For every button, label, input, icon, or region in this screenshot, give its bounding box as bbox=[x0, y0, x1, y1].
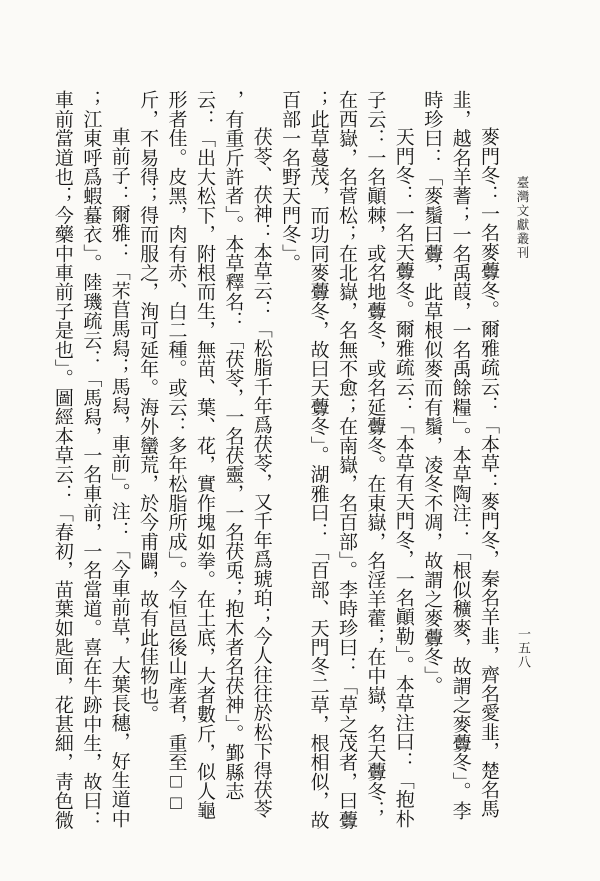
text-column: ；江東呼爲蝦蟇衣」。陸璣疏云：「馬舄，一名車前，一名當道。喜在牛跡中生，故曰： bbox=[80, 90, 102, 830]
text-column: 百部一名野天門冬」。 bbox=[279, 90, 301, 273]
text-column: 子云：一名顚棘，或名地虋冬，或名延虋冬。在東嶽，名淫羊藿；在中嶽，名天虋冬； bbox=[364, 90, 386, 820]
text-column: 云：「出大松下，附根而生，無苗、葉、花，實作塊如拳。在土底，大者數斤，似人龜 bbox=[193, 90, 215, 820]
running-title: 臺灣文獻叢刊 bbox=[515, 176, 529, 260]
page-number: 一五八 bbox=[516, 627, 531, 669]
text-column: 在西嶽，名菅松；在北嶽，名無不愈；在南嶽，名百部」。李時珍曰：「草之茂者，曰虋 bbox=[335, 90, 357, 830]
text-column: 形者佳。皮黑，肉有赤、白二種。或云：多年松脂所成」。今恒邑後山產者，重至□□ bbox=[165, 90, 187, 815]
text-column: 天門冬：一名天虋冬。爾雅疏云：「本草有天門冬，一名顚勒」。本草注曰：「抱朴 bbox=[392, 127, 414, 828]
text-column: ，有重斤許者」。本草釋名：「茯苓，一名茯靈，一名茯兎；抱木者名茯神」。鄞縣志 bbox=[222, 90, 244, 801]
text-column: 車前子：爾雅：「芣苢馬舄；馬舄，車前」。注：「今車前草，大葉長穗，好生道中 bbox=[108, 127, 130, 828]
text-column: 時珍曰：「麥鬚曰虋，此草根似麥而有鬚，凌冬不凋，故謂之麥虋冬」。 bbox=[421, 90, 443, 695]
text-column: 斤，不易得；得而服之，洵可延年。海外蠻荒，於今甫闢，故有此佳物也。 bbox=[137, 90, 159, 724]
text-column: 茯苓、茯神：本草云：「松脂千年爲茯苓，又千年爲琥珀；今人往往於松下得茯苓 bbox=[250, 127, 272, 819]
text-column: ；此草蔓茂，而功同麥虋冬，故曰天虋冬」。湖雅曰：「百部、天門冬二草，根相似，故 bbox=[307, 90, 329, 830]
text-body bbox=[46, 90, 502, 838]
text-column: 車前當道也；今藥中車前子是也」。圖經本草云：「春初，苗葉如匙面，花甚細，靑色微 bbox=[51, 90, 73, 830]
text-column: 韭，越名羊蓍；一名禹葭，一名禹餘糧」。本草陶注：「根似穬麥，故謂之麥虋冬」。李 bbox=[449, 90, 471, 820]
text-column: 麥門冬：一名麥虋冬。爾雅疏云：「本草：麥門冬，秦名羊韭，齊名愛韭，楚名馬 bbox=[478, 127, 499, 819]
